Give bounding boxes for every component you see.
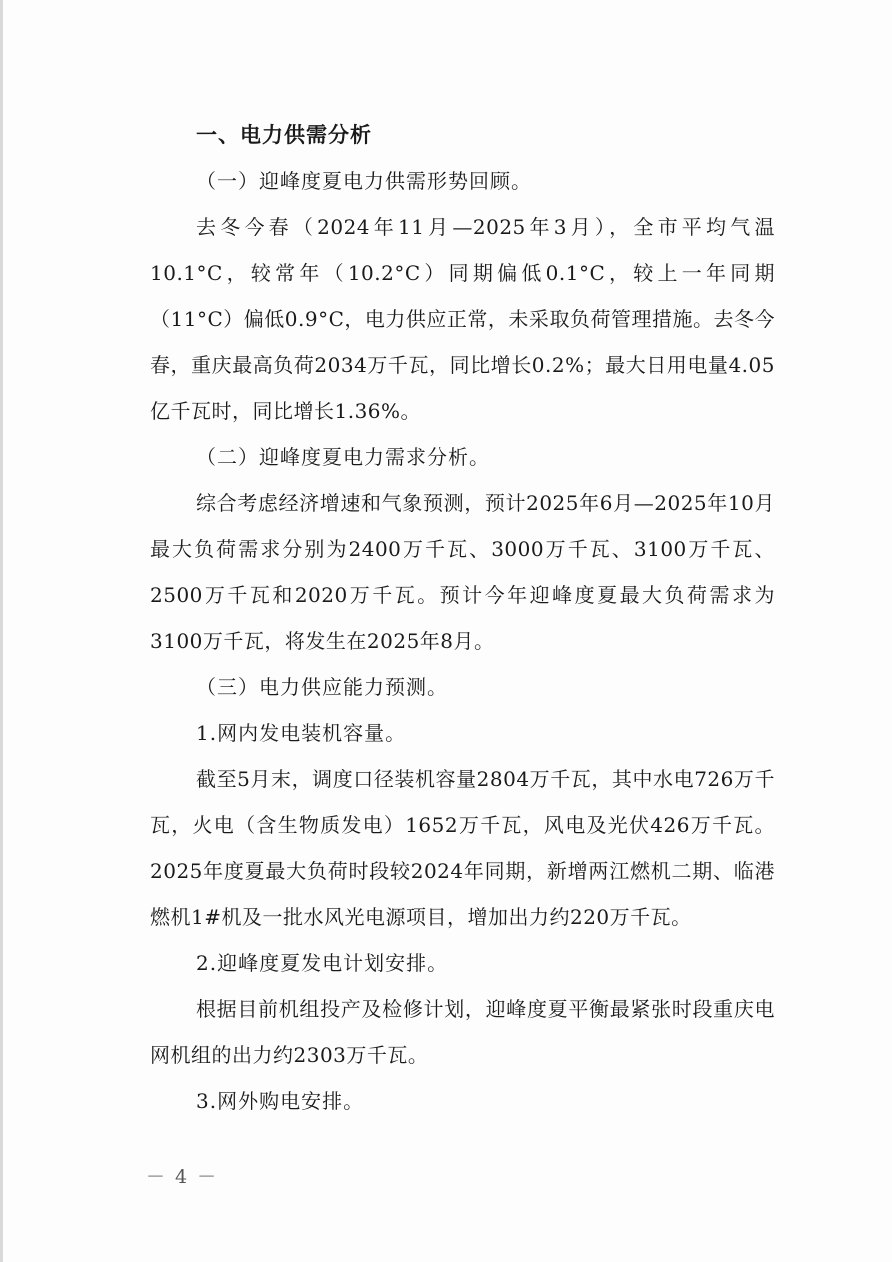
paragraph-4: 根据目前机组投产及检修计划，迎峰度夏平衡最紧张时段重庆电网机组的出力约2303万千瓦。	[150, 997, 775, 1067]
subsection-title-1: （一）迎峰度夏电力供需形势回顾。	[196, 169, 532, 193]
item-title-2: 2.迎峰度夏发电计划安排。	[196, 951, 449, 975]
item-title-3: 3.网外购电安排。	[196, 1089, 365, 1113]
page-number: － 4 －	[146, 1166, 219, 1188]
section-title: 一、电力供需分析	[196, 123, 372, 147]
item-title-1: 1.网内发电装机容量。	[196, 721, 407, 745]
page-edge	[0, 0, 3, 1262]
subsection-title-2: （二）迎峰度夏电力需求分析。	[196, 445, 490, 469]
paragraph-2: 综合考虑经济增速和气象预测，预计2025年6月—2025年10月最大负荷需求分别为2400万千瓦、3000万千瓦、3100万千瓦、2500万千瓦和2020万千瓦。预计今年迎峰度夏最大负荷需求为3100万千瓦，将发生在2025年8月。	[150, 491, 775, 653]
document-body	[150, 112, 775, 1124]
subsection-title-3: （三）电力供应能力预测。	[196, 675, 448, 699]
paragraph-1: 去冬今春（2024年11月—2025年3月），全市平均气温10.1°C，较常年（10.2°C）同期偏低0.1°C，较上一年同期（11°C）偏低0.9°C，电力供应正常，未采取负荷管理措施。去冬今春，重庆最高负荷2034万千瓦，同比增长0.2%；最大日用电量4.05亿千瓦时，同比增长1.36%。	[150, 215, 775, 423]
paragraph-3: 截至5月末，调度口径装机容量2804万千瓦，其中水电726万千瓦，火电（含生物质发电）1652万千瓦，风电及光伏426万千瓦。2025年度夏最大负荷时段较2024年同期，新增两江燃机二期、临港燃机1#机及一批水风光电源项目，增加出力约220万千瓦。	[150, 767, 775, 929]
